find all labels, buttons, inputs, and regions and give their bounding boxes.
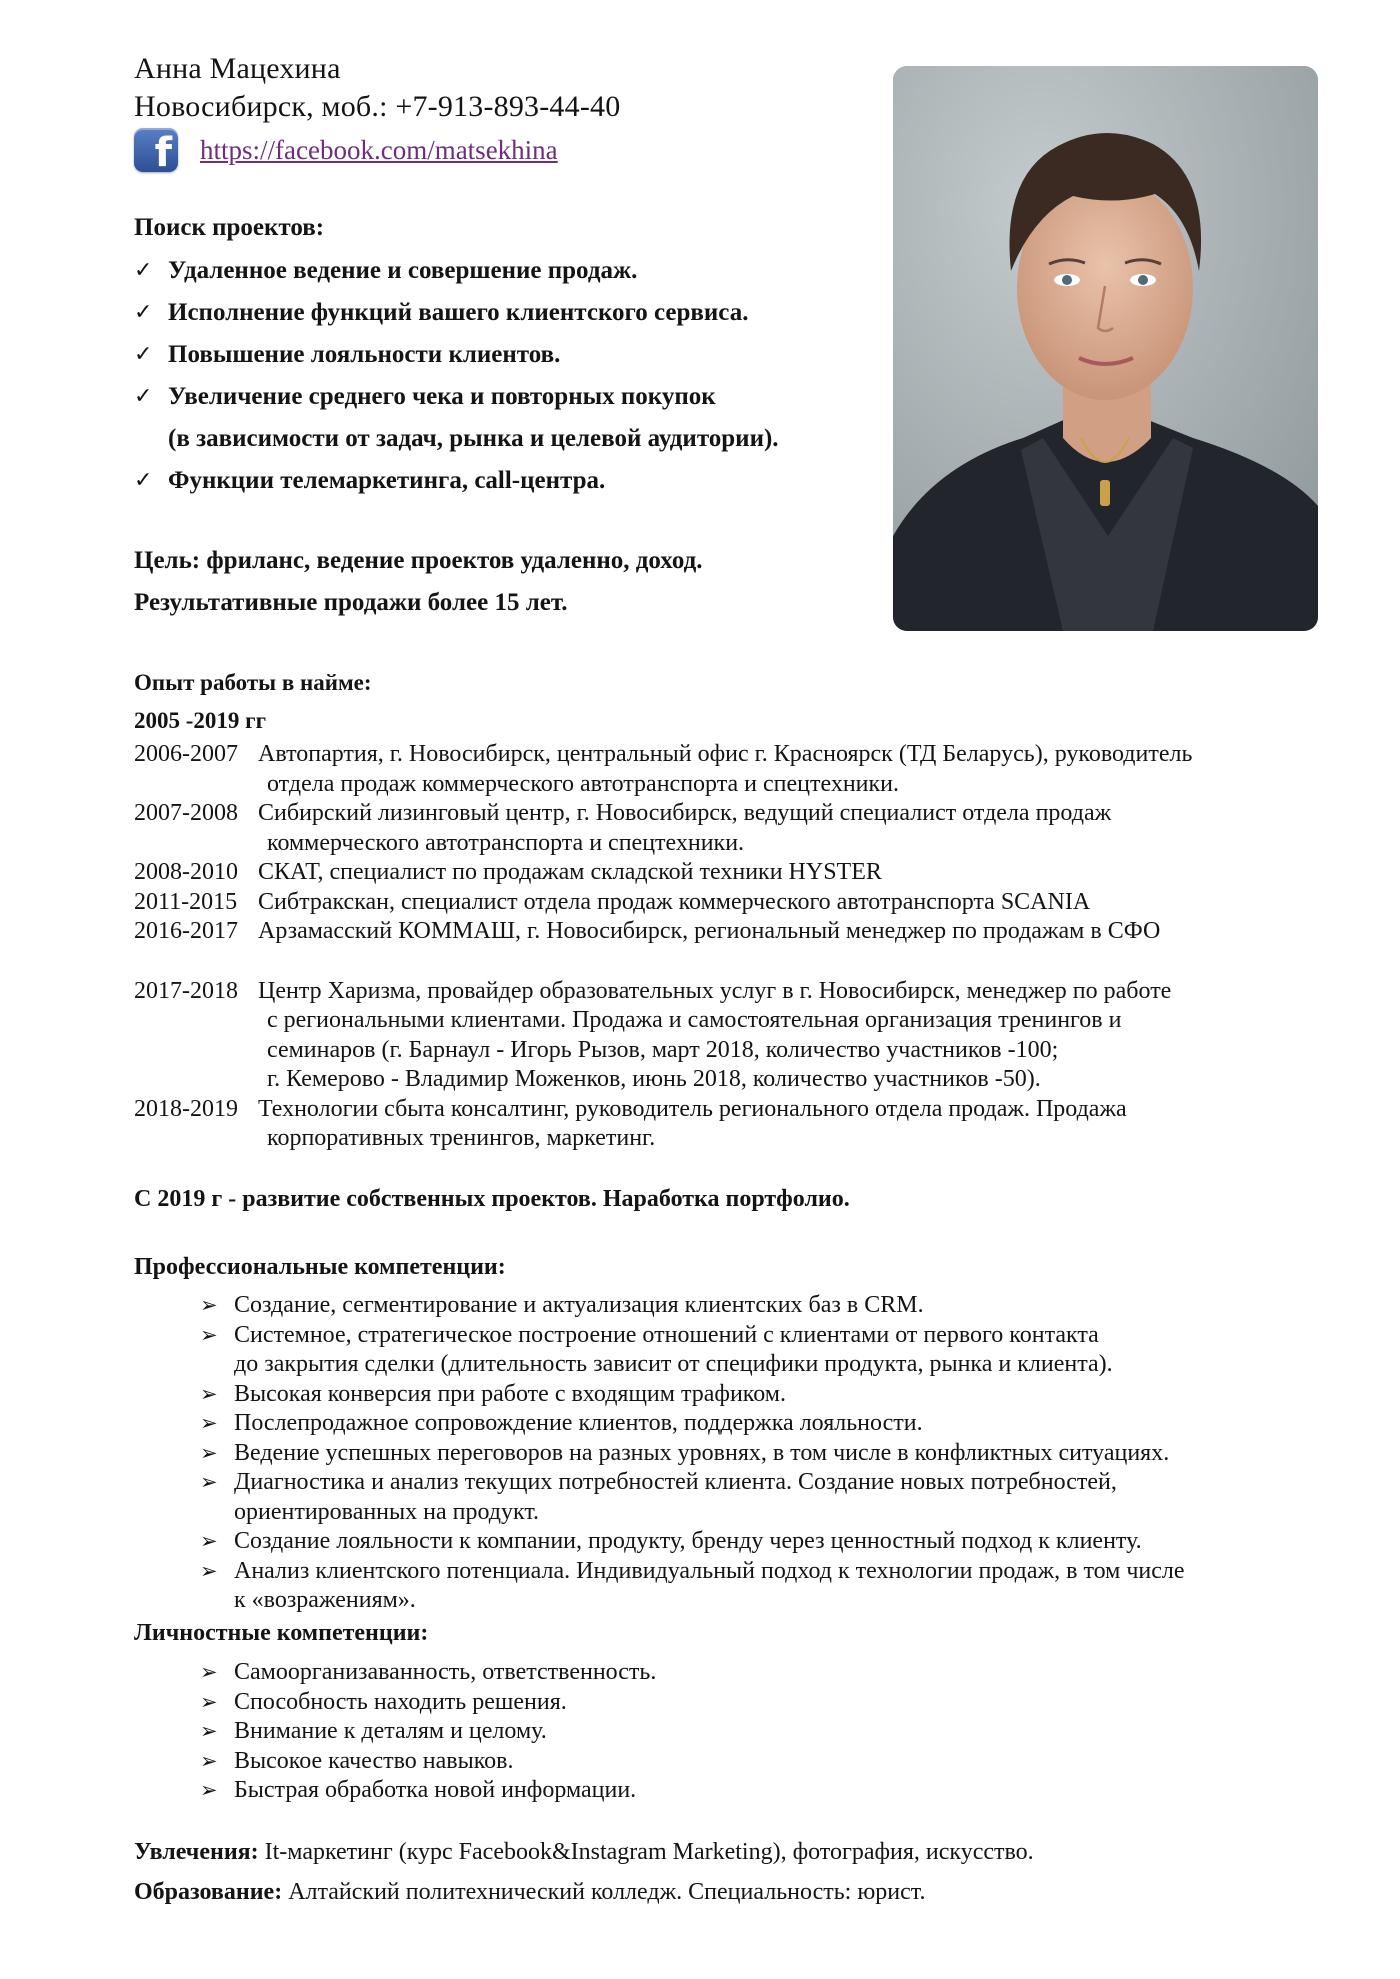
arrow-bullet-icon: ➢ bbox=[200, 1660, 218, 1684]
person-name: Анна Мацехина bbox=[134, 52, 341, 85]
arrow-bullet-icon: ➢ bbox=[200, 1689, 218, 1714]
seeking-list bbox=[134, 250, 779, 502]
personal-title: Личностные компетенции: bbox=[134, 1620, 429, 1646]
profile-photo bbox=[893, 66, 1318, 631]
arrow-bullet-icon: ➢ bbox=[200, 1440, 218, 1465]
list-item: ➢ Высокая конверсия при работе с входящим трафиком. bbox=[200, 1380, 1185, 1410]
experience-period: 2005 -2019 гг bbox=[134, 708, 267, 733]
job-years: 2018-2019 bbox=[134, 1095, 238, 1122]
professional-list bbox=[200, 1291, 1185, 1616]
check-icon: ✓ bbox=[134, 384, 153, 409]
job-description: СКАТ, специалист по продажам складской техники HYSTER bbox=[258, 859, 882, 885]
job-description: семинаров (г. Барнаул - Игорь Рызов, март 2018, количество участников -100; bbox=[267, 1036, 1059, 1063]
list-item: ✓ Функции телемаркетинга, call-центра. bbox=[134, 460, 779, 502]
job-years: 2007-2008 bbox=[134, 800, 238, 826]
list-item: ✓ Исполнение функций вашего клиентского сервиса. bbox=[134, 292, 779, 334]
job-description: Сибирский лизинговый центр, г. Новосибирск, ведущий специалист отдела продаж bbox=[258, 800, 1112, 826]
goal-line: Цель: фриланс, ведение проектов удаленно, доход. bbox=[134, 547, 703, 574]
seeking-title: Поиск проектов: bbox=[134, 214, 325, 241]
arrow-bullet-icon: ➢ bbox=[200, 1470, 218, 1494]
arrow-bullet-icon: ➢ bbox=[200, 1381, 218, 1406]
arrow-bullet-icon: ➢ bbox=[200, 1558, 218, 1583]
education-line bbox=[134, 1876, 925, 1908]
contact-line: Новосибирск, моб.: +7-913-893-44-40 bbox=[134, 90, 621, 123]
experience-summary: Результативные продажи более 15 лет. bbox=[134, 589, 568, 616]
job-description: Автопартия, г. Новосибирск, центральный офис г. Красноярск (ТД Беларусь), руководитель bbox=[258, 741, 1193, 767]
list-item: ➢ Самоорганизаванность, ответственность. bbox=[200, 1658, 656, 1688]
list-item: ➢ Анализ клиентского потенциала. Индивидуальный подход к технологии продаж, в том числе bbox=[200, 1557, 1185, 1587]
list-item-continuation: к «возражениям». bbox=[234, 1587, 416, 1613]
facebook-row bbox=[134, 126, 558, 174]
arrow-bullet-icon: ➢ bbox=[200, 1322, 218, 1347]
experience-title: Опыт работы в найме: bbox=[134, 670, 372, 695]
arrow-bullet-icon: ➢ bbox=[200, 1719, 218, 1743]
facebook-icon[interactable]: f bbox=[134, 128, 178, 172]
hobbies-text: It-маркетинг (курс Facebook&Instagram Marketing), фотография, искусство. bbox=[264, 1839, 1034, 1865]
job-description: Арзамасский КОММАШ, г. Новосибирск, региональный менеджер по продажам в СФО bbox=[258, 918, 1161, 944]
hobbies-label: Увлечения: bbox=[134, 1839, 259, 1865]
job-description: г. Кемерово - Владимир Моженков, июнь 2018, количество участников -50). bbox=[267, 1066, 1041, 1092]
list-item: ➢ Быстрая обработка новой информации. bbox=[200, 1776, 656, 1806]
list-item: ➢ Ведение успешных переговоров на разных уровнях, в том числе в конфликтных ситуациях. bbox=[200, 1439, 1185, 1469]
education-label: Образование: bbox=[134, 1879, 283, 1905]
arrow-bullet-icon: ➢ bbox=[200, 1778, 218, 1802]
job-entry bbox=[134, 888, 1334, 918]
list-item: ➢ Создание лояльности к компании, продукту, бренду через ценностный подход к клиенту. bbox=[200, 1527, 1185, 1557]
job-entry bbox=[134, 917, 1334, 947]
facebook-link[interactable]: https://facebook.com/matsekhina bbox=[200, 134, 558, 165]
job-description: Сибтракскан, специалист отдела продаж коммерческого автотранспорта SCANIA bbox=[258, 888, 1091, 915]
list-item: ➢ Способность находить решения. bbox=[200, 1688, 656, 1718]
arrow-bullet-icon: ➢ bbox=[200, 1411, 218, 1435]
job-description: отдела продаж коммерческого автотранспорта и спецтехники. bbox=[267, 770, 900, 797]
list-item-continuation: (в зависимости от задач, рынка и целевой аудитории). bbox=[168, 425, 779, 452]
job-years: 2016-2017 bbox=[134, 918, 238, 944]
list-item: ➢ Диагностика и анализ текущих потребностей клиента. Создание новых потребностей, bbox=[200, 1468, 1185, 1498]
personal-list bbox=[200, 1658, 656, 1806]
check-icon: ✓ bbox=[134, 258, 153, 283]
list-item: ✓ Повышение лояльности клиентов. bbox=[134, 334, 779, 376]
list-item: ✓ Удаленное ведение и совершение продаж. bbox=[134, 250, 779, 292]
hobbies-line bbox=[134, 1836, 1034, 1868]
job-description: коммерческого автотранспорта и спецтехники. bbox=[267, 829, 745, 856]
arrow-bullet-icon: ➢ bbox=[200, 1748, 218, 1773]
professional-title: Профессиональные компетенции: bbox=[134, 1254, 506, 1280]
list-item-continuation: ориентированных на продукт. bbox=[234, 1498, 540, 1525]
job-entry bbox=[134, 977, 1334, 1095]
education-text: Алтайский политехнический колледж. Специальность: юрист. bbox=[288, 1879, 926, 1905]
check-icon: ✓ bbox=[134, 300, 153, 325]
check-icon: ✓ bbox=[134, 468, 153, 493]
list-item: ➢ Создание, сегментирование и актуализация клиентских баз в CRM. bbox=[200, 1291, 1185, 1321]
job-years: 2006-2007 bbox=[134, 741, 238, 767]
job-description: Технологии сбыта консалтинг, руководитель регионального отдела продаж. Продажа bbox=[258, 1095, 1127, 1122]
job-entry bbox=[134, 799, 1334, 858]
arrow-bullet-icon: ➢ bbox=[200, 1293, 218, 1317]
job-years: 2011-2015 bbox=[134, 888, 238, 915]
arrow-bullet-icon: ➢ bbox=[200, 1529, 218, 1553]
list-item-continuation: до закрытия сделки (длительность зависит от специфики продукта, рынка и клиента). bbox=[234, 1351, 1113, 1377]
job-entry bbox=[134, 740, 1334, 799]
since-2019-line: С 2019 г - развитие собственных проектов. Наработка портфолио. bbox=[134, 1186, 850, 1212]
check-icon: ✓ bbox=[134, 342, 153, 367]
list-item: ✓ Увеличение среднего чека и повторных покупок bbox=[134, 376, 779, 418]
job-description: Центр Харизма, провайдер образовательных услуг в г. Новосибирск, менеджер по работе bbox=[258, 977, 1172, 1004]
job-years: 2017-2018 bbox=[134, 977, 238, 1004]
list-item: ➢ Системное, стратегическое построение отношений с клиентами от первого контакта bbox=[200, 1321, 1185, 1351]
job-years: 2008-2010 bbox=[134, 859, 238, 885]
job-description: корпоративных тренингов, маркетинг. bbox=[267, 1125, 656, 1151]
job-entry bbox=[134, 1095, 1334, 1154]
job-description: с региональными клиентами. Продажа и самостоятельная организация тренингов и bbox=[267, 1007, 1122, 1033]
job-list bbox=[134, 740, 1334, 1154]
list-item: ➢ Высокое качество навыков. bbox=[200, 1747, 656, 1777]
job-entry bbox=[134, 858, 1334, 888]
list-item: ➢ Послепродажное сопровождение клиентов, поддержка лояльности. bbox=[200, 1409, 1185, 1439]
list-item: ➢ Внимание к деталям и целому. bbox=[200, 1717, 656, 1747]
